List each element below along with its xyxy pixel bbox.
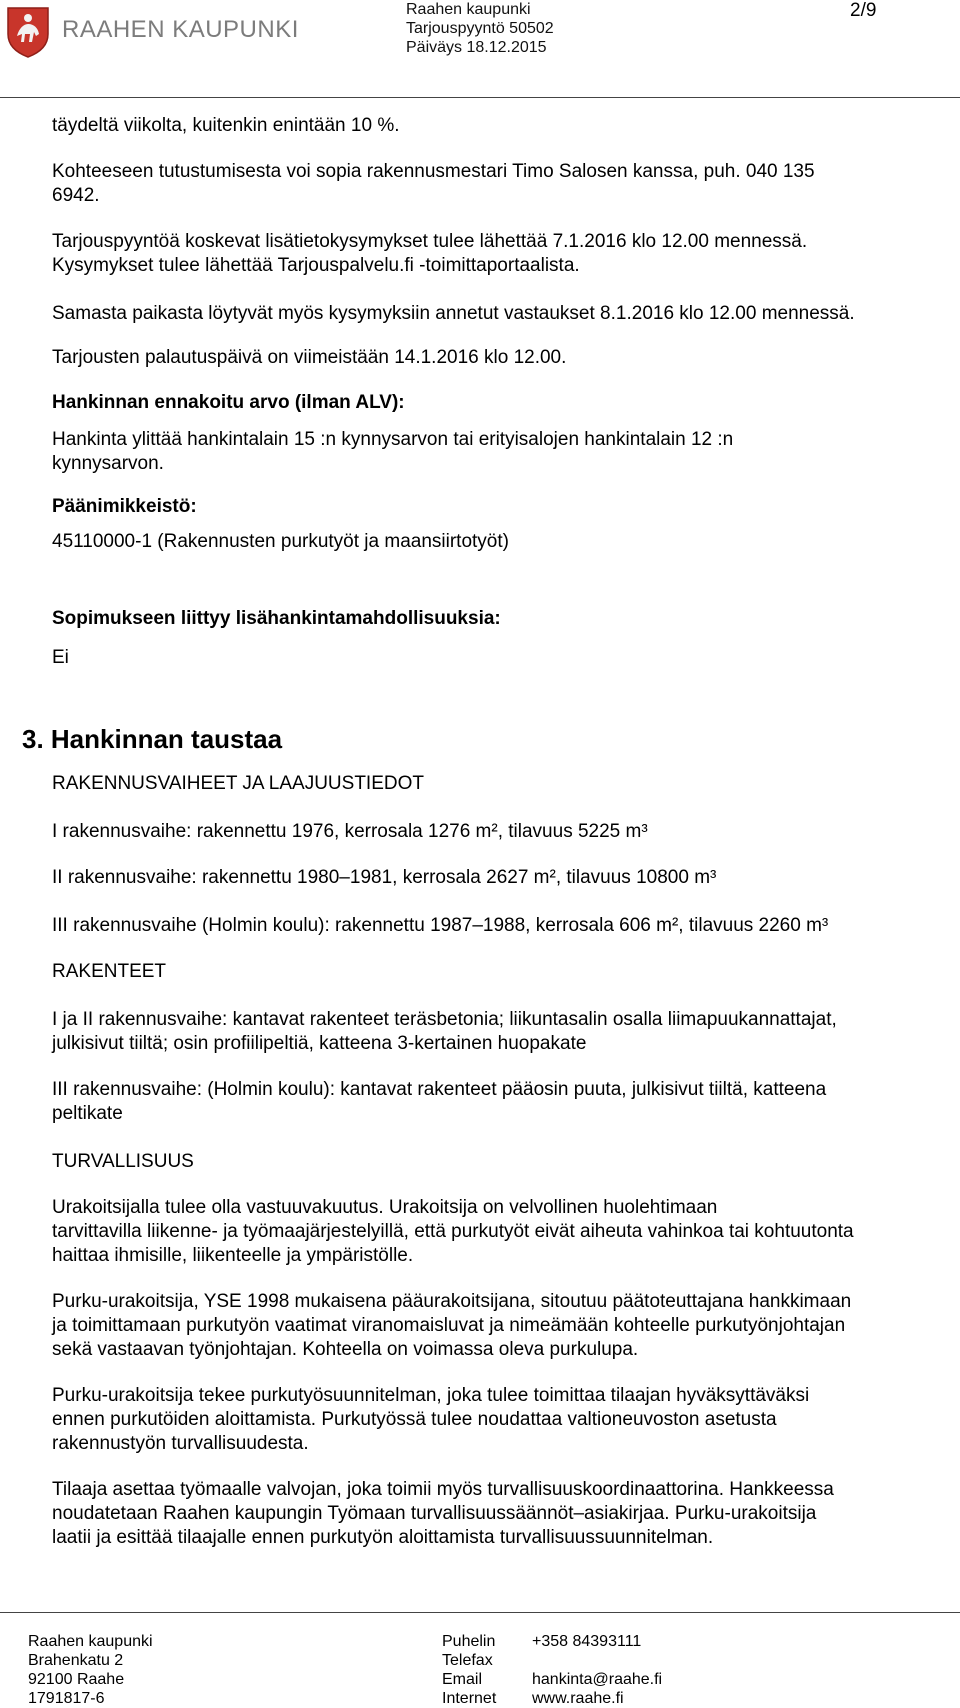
footer-rule (0, 1612, 960, 1613)
paragraph: ja toimittamaan purkutyön vaatimat viranomaisluvat ja nimeämään kohteelle purkutyönjohtajan (52, 1315, 846, 1336)
paragraph: kynnysarvon. (52, 453, 164, 474)
paragraph: Samasta paikasta löytyvät myös kysymyksiin annetut vastaukset 8.1.2016 klo 12.00 mennessä. (52, 303, 855, 324)
section-heading: 3. Hankinnan taustaa (22, 724, 283, 754)
footer-web-label: Internet (442, 1690, 497, 1707)
subheading: Päänimikkeistö: (52, 496, 197, 517)
footer-web-link[interactable]: www.raahe.fi (532, 1690, 624, 1707)
header-date: Päiväys 18.12.2015 (406, 39, 547, 56)
paragraph: laatii ja esittää tilaajalle ennen purkutyön aloittamista turvallisuussuunnitelman. (52, 1527, 714, 1548)
page-number: 2/9 (850, 0, 877, 21)
footer-address (28, 1632, 153, 1708)
paragraph: rakennustyön turvallisuudesta. (52, 1433, 309, 1454)
paragraph: noudatetaan Raahen kaupungin Työmaan turvallisuussäännöt–asiakirjaa. Purku-urakoitsija (52, 1503, 817, 1524)
subheading: Hankinnan ennakoitu arvo (ilman ALV): (52, 392, 405, 413)
paragraph: täydeltä viikolta, kuitenkin enintään 10 %. (52, 115, 400, 136)
paragraph: Purku-urakoitsija, YSE 1998 mukaisena pääurakoitsijana, sitoutuu päätoteuttajana hankkimaan (52, 1291, 852, 1312)
paragraph: Tarjouspyyntöä koskevat lisätietokysymykset tulee lähettää 7.1.2016 klo 12.00 mennessä. (52, 231, 808, 252)
paragraph: Tilaaja asettaa työmaalle valvojan, joka toimii myös turvallisuuskoordinaattorina. Hankkeessa (52, 1479, 834, 1500)
caption-heading: RAKENTEET (52, 961, 167, 982)
subheading: Sopimukseen liittyy lisähankintamahdollisuuksia: (52, 608, 501, 629)
footer-fax-value (532, 1651, 662, 1670)
paragraph: haittaa ihmisille, liikenteelle ja ympäristölle. (52, 1245, 414, 1266)
paragraph: sekä vastaavan työnjohtajan. Kohteella on voimassa oleva purkulupa. (52, 1339, 639, 1360)
footer-contact-labels (442, 1632, 496, 1708)
paragraph: I ja II rakennusvaihe: kantavat rakenteet teräsbetonia; liikuntasalin osalla liimapuukannattajat, (52, 1009, 837, 1030)
coat-of-arms-logo (6, 6, 50, 58)
paragraph: tarvittavilla liikenne- ja työmaajärjestelyillä, että purkutyöt eivät aiheuta vahinkoa tai kohtuutonta (52, 1221, 854, 1242)
footer-org: Raahen kaupunki (28, 1633, 153, 1650)
paragraph: Tarjousten palautuspäivä on viimeistään 14.1.2016 klo 12.00. (52, 347, 567, 368)
paragraph: Urakoitsijalla tulee olla vastuuvakuutus. Urakoitsija on velvollinen huolehtimaan (52, 1197, 718, 1218)
paragraph: Purku-urakoitsija tekee purkutyösuunnitelman, joka tulee toimittaa tilaajan hyväksyttäväksi (52, 1385, 810, 1406)
paragraph: 6942. (52, 185, 100, 206)
footer-business-id: 1791817-6 (28, 1690, 105, 1707)
caption-heading: TURVALLISUUS (52, 1151, 194, 1172)
logo-wordmark: RAAHEN KAUPUNKI (62, 16, 299, 43)
paragraph: III rakennusvaihe (Holmin koulu): rakennettu 1987–1988, kerrosala 606 m², tilavuus 2260 m³ (52, 915, 829, 936)
paragraph: ennen purkutöiden aloittamista. Purkutyössä tulee noudattaa valtioneuvoston asetusta (52, 1409, 777, 1430)
footer-street: Brahenkatu 2 (28, 1652, 124, 1669)
paragraph: II rakennusvaihe: rakennettu 1980–1981, kerrosala 2627 m², tilavuus 10800 m³ (52, 867, 717, 888)
header-document-id: Tarjouspyyntö 50502 (406, 20, 554, 37)
footer-phone-label: Puhelin (442, 1633, 496, 1650)
document-meta (406, 0, 554, 57)
paragraph: III rakennusvaihe: (Holmin koulu): kantavat rakenteet pääosin puuta, julkisivut tiiltä, katteena (52, 1079, 827, 1100)
paragraph: Kysymykset tulee lähettää Tarjouspalvelu.fi -toimittaportaalista. (52, 255, 580, 276)
paragraph: Ei (52, 647, 69, 668)
header-org: Raahen kaupunki (406, 1, 531, 18)
paragraph: peltikate (52, 1103, 123, 1124)
footer-email-link[interactable]: hankinta@raahe.fi (532, 1671, 663, 1688)
header-rule (0, 97, 960, 98)
paragraph: 45110000-1 (Rakennusten purkutyöt ja maansiirtotyöt) (52, 531, 509, 552)
footer-phone: +358 84393111 (532, 1633, 642, 1650)
paragraph: I rakennusvaihe: rakennettu 1976, kerrosala 1276 m², tilavuus 5225 m³ (52, 821, 648, 842)
paragraph: julkisivut tiiltä; osin profiilipeltiä, katteena 3-kertainen huopakate (52, 1033, 587, 1054)
footer-email-label: Email (442, 1671, 483, 1688)
header (0, 0, 960, 95)
footer-fax-label: Telefax (442, 1652, 493, 1669)
caption-heading: RAKENNUSVAIHEET JA LAAJUUSTIEDOT (52, 773, 424, 794)
footer-contact-values (532, 1632, 662, 1708)
footer-postal: 92100 Raahe (28, 1671, 125, 1688)
paragraph: Kohteeseen tutustumisesta voi sopia rakennusmestari Timo Salosen kanssa, puh. 040 135 (52, 161, 815, 182)
paragraph: Hankinta ylittää hankintalain 15 :n kynnysarvon tai erityisalojen hankintalain 12 :n (52, 429, 734, 450)
